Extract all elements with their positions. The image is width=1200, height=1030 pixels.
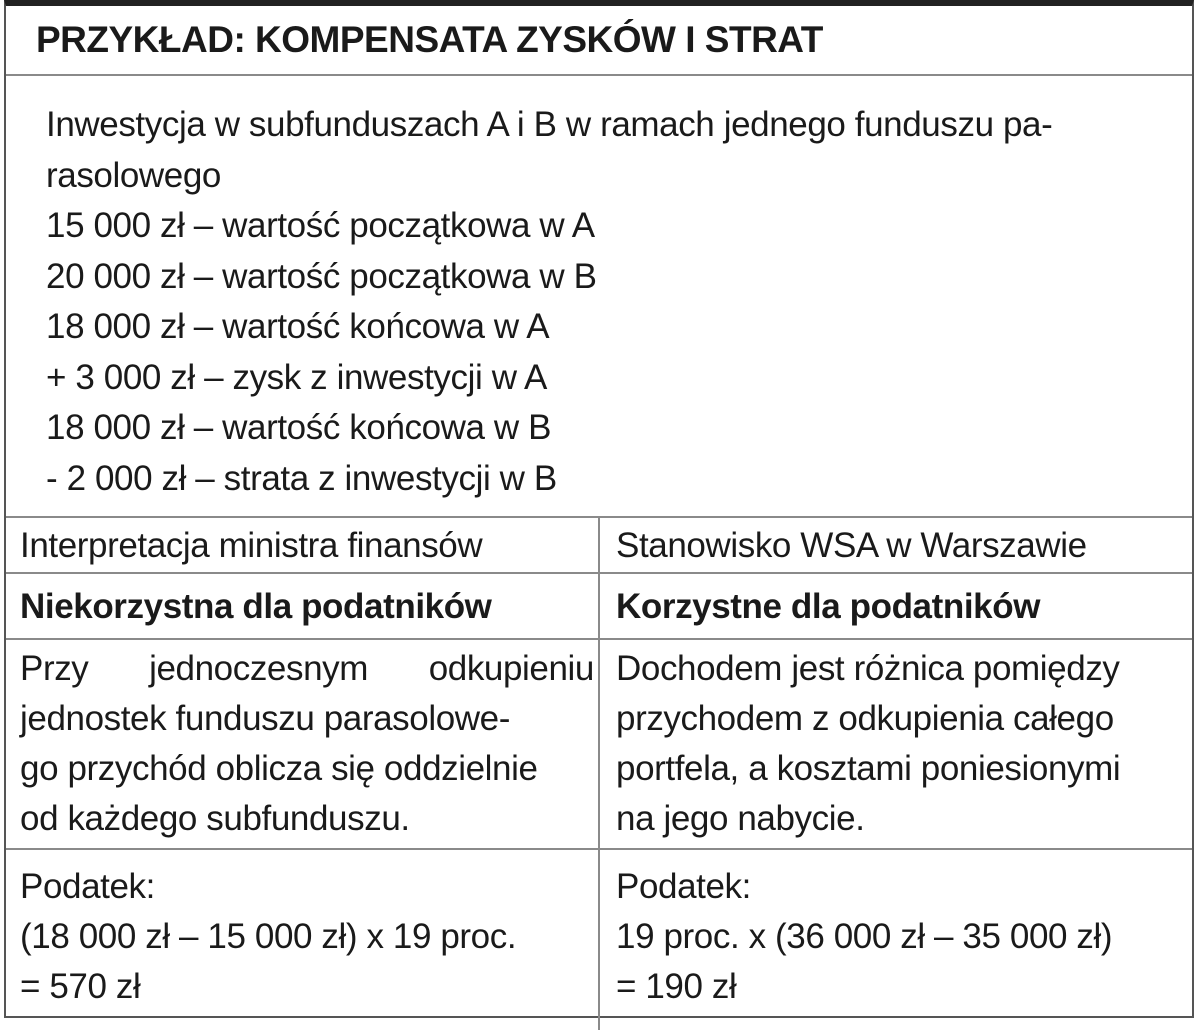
title-bar (6, 6, 1192, 76)
intro-line: + 3 000 zł – zysk z inwestycji w A (46, 357, 547, 397)
right-description-cell (600, 640, 1192, 848)
table-row-header (6, 518, 1192, 574)
table-row-verdict (6, 574, 1192, 640)
tax-line: 19 proc. x (36 000 zł – 35 000 zł) (616, 917, 1113, 956)
tax-line: = 570 zł (20, 967, 141, 1006)
description-line: jednostek funduszu parasolowe- (20, 699, 510, 738)
left-description-cell (6, 640, 600, 848)
intro-line: - 2 000 zł – strata z inwestycji w B (46, 458, 557, 498)
box-title: PRZYKŁAD: KOMPENSATA ZYSKÓW I STRAT (36, 19, 823, 60)
description-line: portfela, a kosztami poniesionymi (616, 749, 1121, 788)
investment-description (6, 76, 1192, 516)
intro-line: 18 000 zł – wartość końcowa w A (46, 307, 550, 346)
table-row-tax (6, 850, 1192, 1030)
intro-line: 18 000 zł – wartość końcowa w B (46, 408, 552, 447)
description-line: na jego nabycie. (616, 799, 865, 838)
description-line: od każdego subfunduszu. (20, 799, 410, 838)
tax-line: (18 000 zł – 15 000 zł) x 19 proc. (20, 917, 517, 956)
right-tax-cell (600, 850, 1192, 1030)
left-tax-cell (6, 850, 600, 1030)
description-line: Przy jednoczesnym odkupieniu (20, 649, 594, 688)
intro-line: rasolowego (46, 155, 221, 195)
tax-line: = 190 zł (616, 967, 737, 1006)
tax-line: Podatek: (616, 867, 751, 906)
right-header-cell: Stanowisko WSA w Warszawie (616, 526, 1087, 565)
comparison-table (6, 516, 1192, 1030)
left-verdict-cell: Niekorzystna dla podatników (6, 574, 600, 638)
description-line: go przychód oblicza się oddzielnie (20, 749, 538, 788)
left-header-cell: Interpretacja ministra finansów (6, 518, 600, 572)
description-line: Dochodem jest różnica pomiędzy (616, 649, 1120, 688)
description-line: przychodem z odkupienia całego (616, 699, 1114, 738)
table-row-description (6, 640, 1192, 850)
intro-line: Inwestycja w subfunduszach A i B w ramach jednego funduszu pa- (46, 105, 1053, 144)
example-box (4, 0, 1194, 1018)
intro-line: 20 000 zł – wartość początkowa w B (46, 256, 597, 296)
intro-line: 15 000 zł – wartość początkowa w A (46, 206, 595, 245)
right-verdict-cell: Korzystne dla podatników (616, 587, 1041, 626)
tax-line: Podatek: (20, 867, 155, 906)
